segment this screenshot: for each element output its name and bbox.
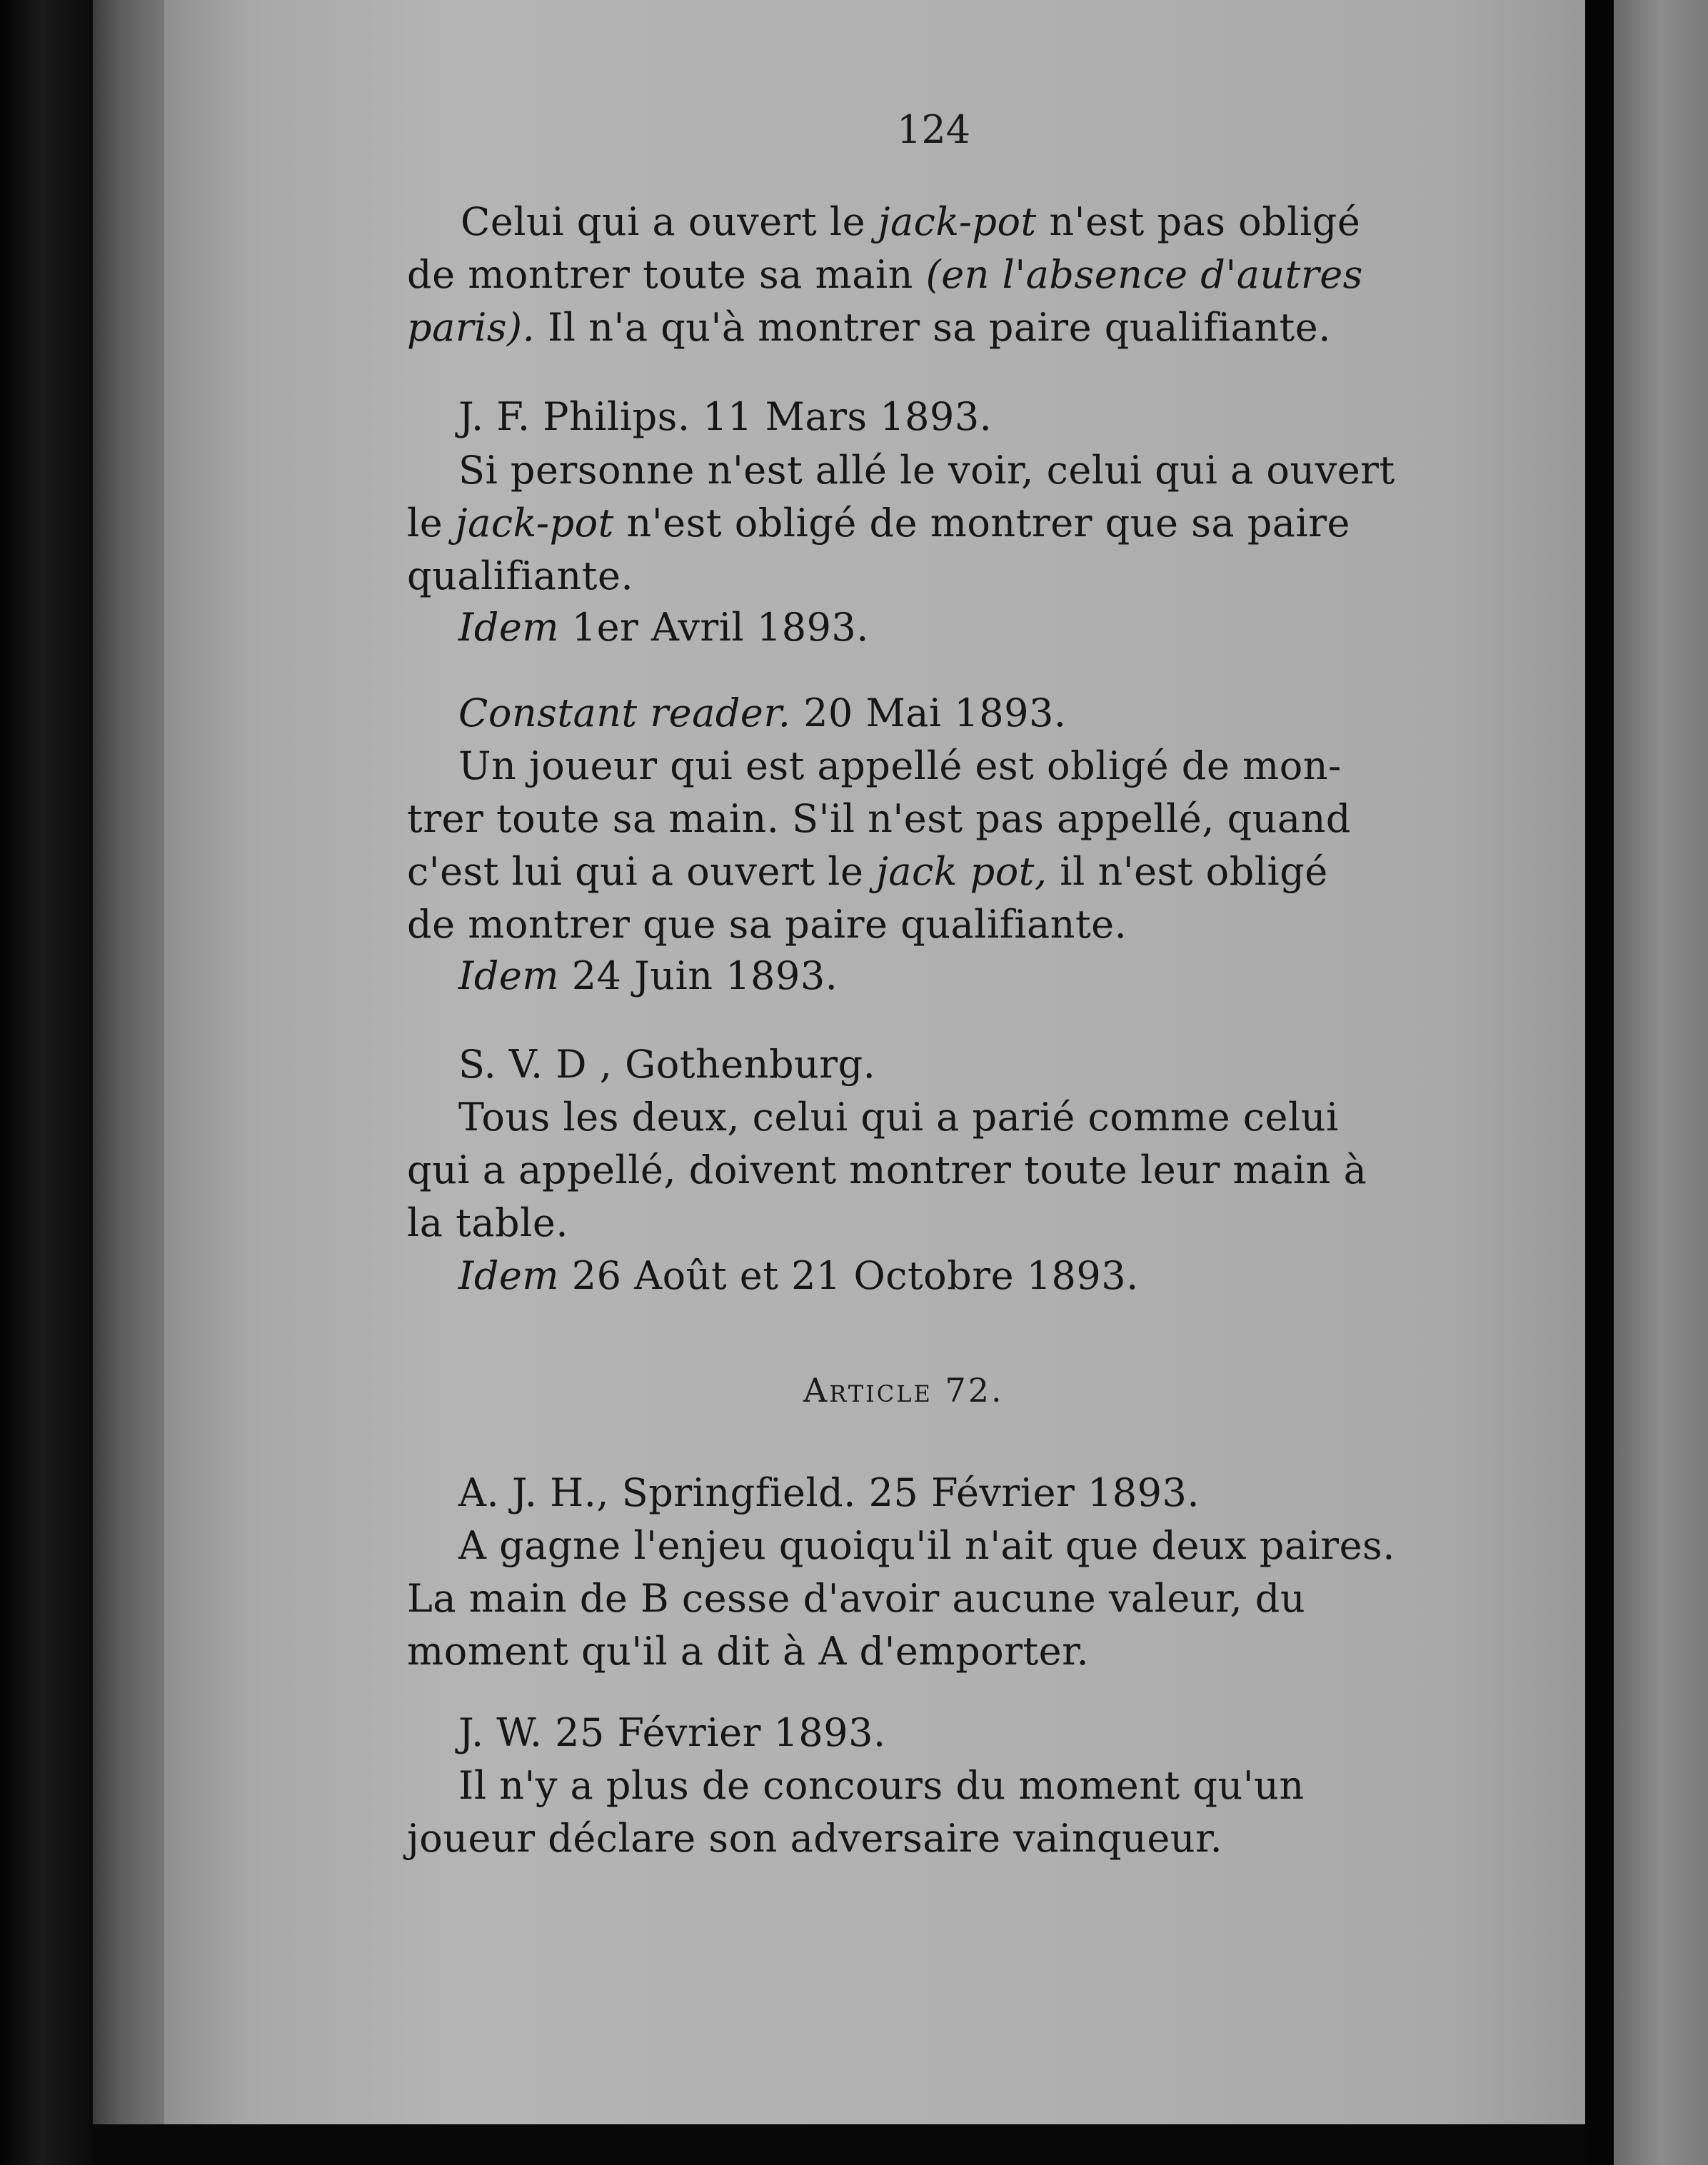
italic-term: jack-pot: [878, 199, 1037, 244]
text-line: Tous les deux, celui qui a parié comme celui: [458, 1095, 1339, 1140]
italic-term: jack-pot: [455, 501, 614, 546]
text-line: de montrer que sa paire qualifiante.: [407, 902, 1127, 947]
bottom-edge: [93, 2124, 1585, 2165]
entry-idem: [458, 953, 838, 998]
next-page-edge: [1614, 0, 1708, 2165]
book-gutter: [1585, 0, 1614, 2165]
text-span: de montrer toute sa main: [407, 252, 926, 297]
book-binding: [0, 0, 93, 2165]
entry-source: J. F. Philips. 11 Mars 1893.: [458, 394, 993, 439]
text-line: A gagne l'enjeu quoiqu'il n'ait que deux paires.: [458, 1523, 1395, 1568]
italic-text: paris).: [407, 305, 536, 350]
text-line: la table.: [407, 1200, 568, 1245]
text-line: Il n'y a plus de concours du moment qu'un: [458, 1763, 1305, 1808]
article-heading: Article 72.: [803, 1371, 1004, 1410]
entry-source: J. W. 25 Février 1893.: [458, 1710, 886, 1755]
text-span: n'est obligé de montrer que sa paire: [613, 501, 1350, 546]
text-span: il n'est obligé: [1047, 849, 1328, 894]
italic-text: (en l'absence d'autres: [925, 252, 1363, 297]
text-span: Il n'a qu'à montrer sa paire qualifiante.: [535, 305, 1331, 350]
text-span: 1er Avril 1893.: [559, 605, 869, 650]
text-line: [407, 849, 1328, 894]
entry-source: [458, 690, 1067, 735]
italic-text: Idem: [458, 1253, 560, 1298]
page-shadow: [93, 0, 164, 2135]
text-line: moment qu'il a dit à A d'emporter.: [407, 1629, 1090, 1674]
text-line: qualifiante.: [407, 553, 634, 598]
text-line: [407, 501, 1350, 546]
italic-text: Idem: [458, 605, 560, 650]
text-line: [407, 252, 1363, 297]
italic-term: jack pot,: [876, 849, 1048, 894]
text-line: qui a appellé, doivent montrer toute leur main à: [407, 1147, 1367, 1192]
text-span: 24 Juin 1893.: [559, 953, 838, 998]
text-line: La main de B cesse d'avoir aucune valeur, du: [407, 1576, 1306, 1621]
text-span: n'est pas obligé: [1036, 199, 1361, 244]
text-line: Un joueur qui est appellé est obligé de mon-: [458, 743, 1342, 788]
entry-idem: [458, 1253, 1139, 1298]
page-number: 124: [897, 107, 971, 152]
text-line: [407, 305, 1331, 350]
text-line: Si personne n'est allé le voir, celui qui a ouvert: [458, 448, 1395, 493]
text-span: le: [407, 501, 456, 546]
entry-source: A. J. H., Springfield. 25 Février 1893.: [458, 1470, 1200, 1515]
text-line: joueur déclare son adversaire vainqueur.: [407, 1816, 1223, 1861]
italic-text: Constant reader.: [458, 690, 791, 735]
text-span: Celui qui a ouvert le: [461, 199, 878, 244]
entry-idem: [458, 605, 869, 650]
text-line: [461, 199, 1361, 244]
text-line: trer toute sa main. S'il n'est pas appellé, quand: [407, 796, 1351, 841]
text-span: c'est lui qui a ouvert le: [407, 849, 877, 894]
text-span: 20 Mai 1893.: [790, 690, 1067, 735]
entry-source: S. V. D , Gothenburg.: [458, 1042, 876, 1087]
italic-text: Idem: [458, 953, 560, 998]
text-span: 26 Août et 21 Octobre 1893.: [559, 1253, 1139, 1298]
